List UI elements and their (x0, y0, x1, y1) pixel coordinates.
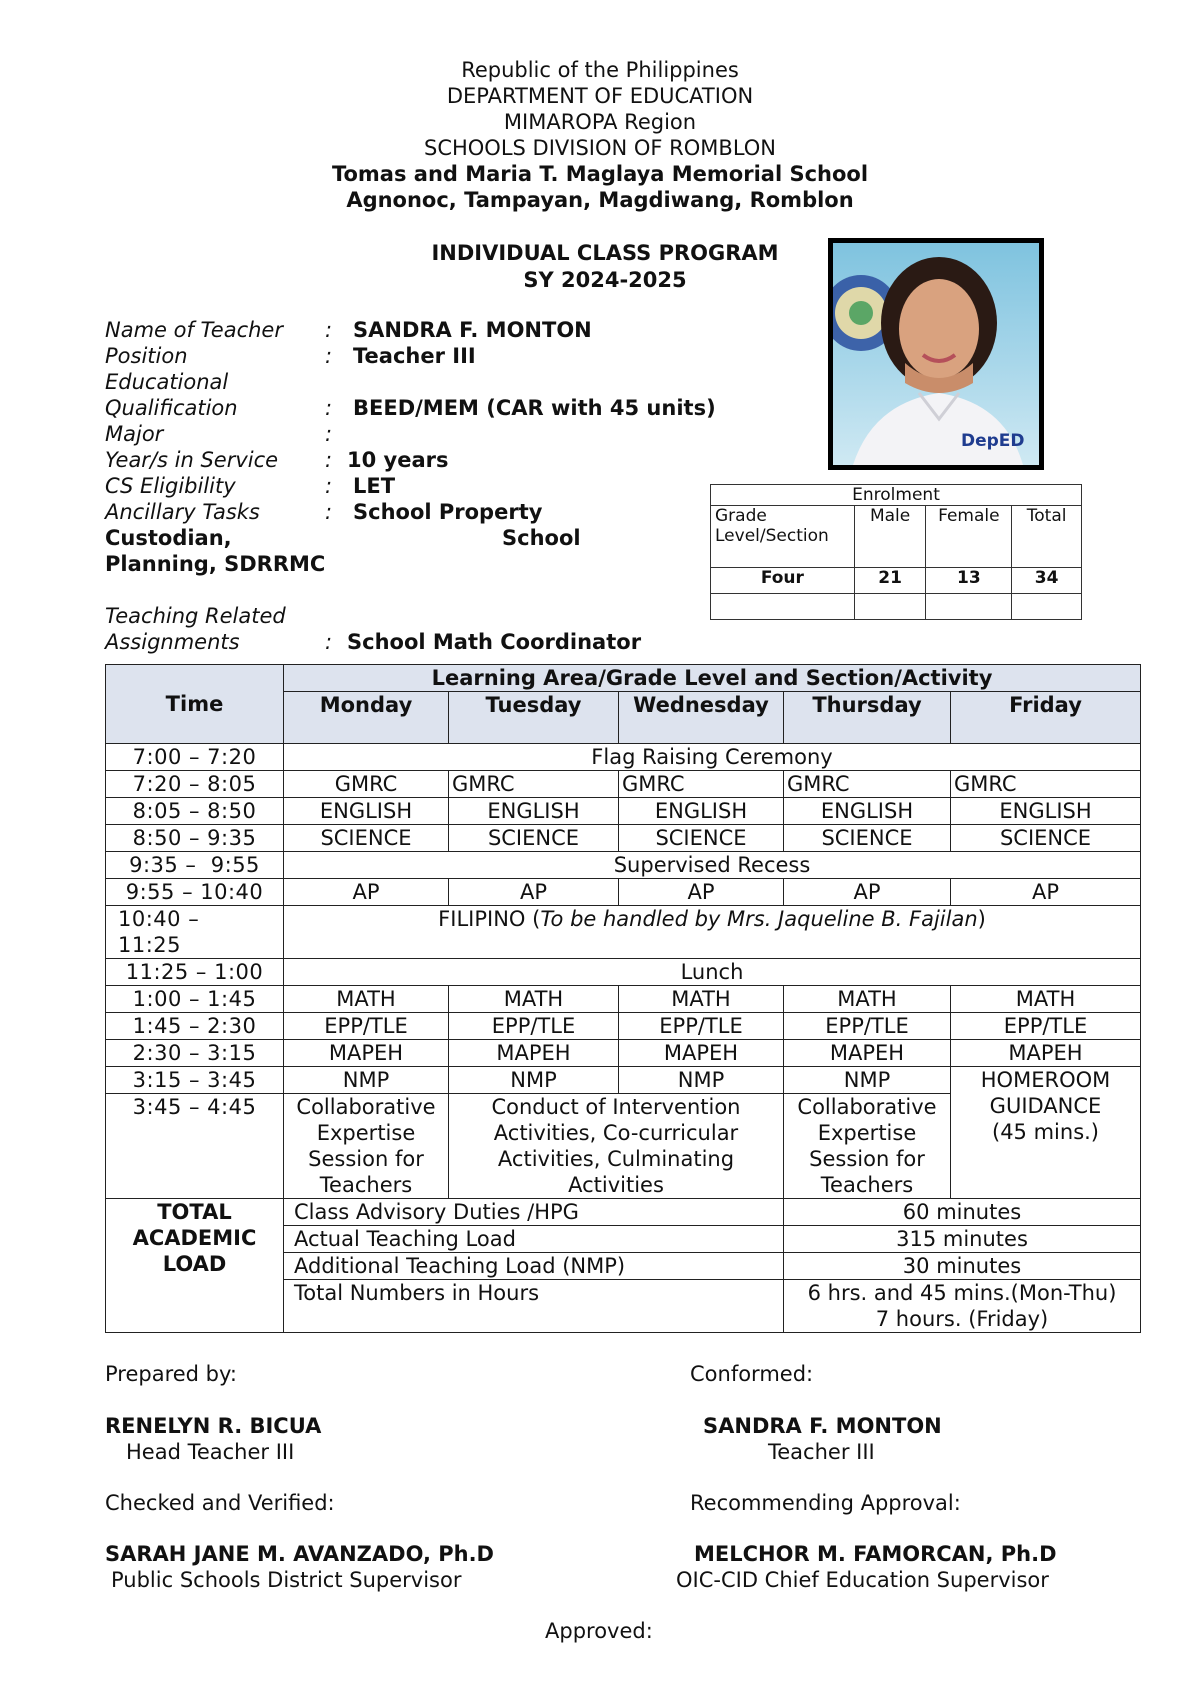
day-header-tuesday: Tuesday (449, 692, 619, 744)
educ-label-line2: Qualification (105, 396, 238, 420)
subject-cell: EPP/TLE (784, 1013, 951, 1040)
educ-label-line1: Educational (105, 370, 229, 394)
subject-cell: GMRC (619, 771, 784, 798)
enrolment-header-male: Male (854, 506, 926, 568)
monday-activity: Collaborative Expertise Session for Teachers (284, 1094, 449, 1199)
conformed-label: Conformed: (690, 1362, 814, 1386)
checked-title: Public Schools District Supervisor (111, 1568, 462, 1592)
day-header-monday: Monday (284, 692, 449, 744)
subject-cell: NMP (284, 1067, 449, 1094)
hours-value (784, 1280, 1141, 1333)
time-cell: 3:15 – 3:45 (106, 1067, 284, 1094)
teacher-position: Teacher III (353, 344, 476, 368)
time-cell: 8:50 – 9:35 (106, 825, 284, 852)
subject-cell: MAPEH (284, 1040, 449, 1067)
years-in-service: 10 years (347, 448, 449, 472)
years-label: Year/s in Service (105, 448, 279, 472)
subject-cell: MAPEH (619, 1040, 784, 1067)
recommending-name: MELCHOR M. FAMORCAN, Ph.D (694, 1542, 1057, 1566)
filipino-note: To be handled by Mrs. Jaqueline B. Fajilan (540, 907, 978, 931)
enrolment-header-female: Female (926, 506, 1012, 568)
header-division: SCHOOLS DIVISION OF ROMBLON (423, 136, 777, 160)
colon: : (325, 422, 333, 446)
subject-cell: MATH (951, 986, 1141, 1013)
subject-cell: MAPEH (449, 1040, 619, 1067)
subject-cell: ENGLISH (619, 798, 784, 825)
subject-cell: NMP (784, 1067, 951, 1094)
filipino-close: ) (977, 907, 986, 931)
lunch-cell: Lunch (284, 959, 1141, 986)
subject-cell: GMRC (784, 771, 951, 798)
school-address: Agnonoc, Tampayan, Magdiwang, Romblon (346, 188, 854, 212)
time-header: Time (106, 665, 284, 744)
intervention-activity: Conduct of Intervention Activities, Co-curricular Activities, Culminating Activities (449, 1094, 784, 1199)
subject-cell: MATH (284, 986, 449, 1013)
subject-cell: AP (619, 879, 784, 906)
colon: : (325, 630, 333, 654)
cs-label: CS Eligibility (105, 474, 236, 498)
enrolment-header-total: Total (1012, 506, 1082, 568)
flag-ceremony: Flag Raising Ceremony (284, 744, 1141, 771)
learning-area-header: Learning Area/Grade Level and Section/Activity (284, 665, 1141, 692)
enrolment-total: 34 (1012, 568, 1082, 594)
subject-cell: EPP/TLE (284, 1013, 449, 1040)
recommending-title: OIC-CID Chief Education Supervisor (676, 1568, 1049, 1592)
header-region: MIMAROPA Region (503, 110, 697, 134)
load-label: Class Advisory Duties /HPG (284, 1199, 784, 1226)
load-value: 60 minutes (784, 1199, 1141, 1226)
time-cell: 3:45 – 4:45 (106, 1094, 284, 1199)
colon: : (325, 344, 333, 368)
prepared-label: Prepared by: (105, 1362, 237, 1386)
document-title: INDIVIDUAL CLASS PROGRAM (431, 241, 779, 265)
teaching-label-line2: Assignments (105, 630, 240, 654)
teacher-name: SANDRA F. MONTON (353, 318, 592, 342)
name-label: Name of Teacher (105, 318, 283, 342)
time-cell: 9:55 – 10:40 (106, 879, 284, 906)
colon: : (325, 396, 333, 420)
subject-cell: SCIENCE (951, 825, 1141, 852)
load-label: Actual Teaching Load (284, 1226, 784, 1253)
subject-cell: GMRC (284, 771, 449, 798)
subject-cell: MATH (784, 986, 951, 1013)
subject-cell: GMRC (449, 771, 619, 798)
deped-badge: DepED (961, 431, 1025, 451)
recess-cell: Supervised Recess (284, 852, 1141, 879)
subject-cell: SCIENCE (284, 825, 449, 852)
ancillary-line2b: School (502, 526, 581, 550)
school-name: Tomas and Maria T. Maglaya Memorial School (331, 162, 869, 186)
ancillary-label: Ancillary Tasks (105, 500, 260, 524)
recommending-label: Recommending Approval: (690, 1491, 961, 1515)
conformed-title: Teacher III (768, 1440, 875, 1464)
subject-cell: AP (284, 879, 449, 906)
day-header-thursday: Thursday (784, 692, 951, 744)
header-deped: DEPARTMENT OF EDUCATION (446, 84, 754, 108)
colon: : (325, 474, 333, 498)
homeroom-guidance: HOMEROOM GUIDANCE (45 mins.) (951, 1067, 1141, 1199)
subject-cell: ENGLISH (951, 798, 1141, 825)
subject-cell: EPP/TLE (449, 1013, 619, 1040)
subject-cell: MAPEH (951, 1040, 1141, 1067)
time-cell: 2:30 – 3:15 (106, 1040, 284, 1067)
enrolment-grade: Four (711, 568, 855, 594)
subject-cell: AP (951, 879, 1141, 906)
subject-cell: EPP/TLE (951, 1013, 1141, 1040)
subject-cell: AP (784, 879, 951, 906)
subject-cell: ENGLISH (284, 798, 449, 825)
ancillary-line2a: Custodian, (105, 526, 232, 550)
day-header-wednesday: Wednesday (619, 692, 784, 744)
time-cell: 7:00 – 7:20 (106, 744, 284, 771)
header-republic: Republic of the Philippines (461, 58, 739, 82)
subject-cell: NMP (619, 1067, 784, 1094)
load-value: 30 minutes (784, 1253, 1141, 1280)
time-cell: 1:00 – 1:45 (106, 986, 284, 1013)
enrolment-table (710, 484, 1082, 620)
subject-cell: NMP (449, 1067, 619, 1094)
prepared-title: Head Teacher III (126, 1440, 295, 1464)
school-year: SY 2024-2025 (523, 268, 687, 292)
position-label: Position (105, 344, 188, 368)
enrolment-female: 13 (926, 568, 1012, 594)
class-schedule-table (105, 664, 1141, 1333)
colon: : (325, 318, 333, 342)
subject-cell: SCIENCE (619, 825, 784, 852)
subject-cell: ENGLISH (449, 798, 619, 825)
hours-mon-thu: 6 hrs. and 45 mins.(Mon-Thu) (807, 1281, 1117, 1305)
enrolment-male: 21 (854, 568, 926, 594)
subject-cell: GMRC (951, 771, 1141, 798)
teaching-assignment: School Math Coordinator (347, 630, 642, 654)
load-value: 315 minutes (784, 1226, 1141, 1253)
subject-cell: EPP/TLE (619, 1013, 784, 1040)
checked-name: SARAH JANE M. AVANZADO, Ph.D (105, 1542, 494, 1566)
filipino-subject: FILIPINO ( (438, 907, 541, 931)
colon: : (325, 500, 333, 524)
enrolment-title: Enrolment (711, 485, 1082, 506)
subject-cell: SCIENCE (449, 825, 619, 852)
subject-cell: MATH (449, 986, 619, 1013)
cs-eligibility: LET (353, 474, 396, 498)
time-cell: 10:40 – 11:25 (106, 906, 284, 959)
teacher-education: BEED/MEM (CAR with 45 units) (353, 396, 716, 420)
ancillary-line3: Planning, SDRRMC (105, 552, 326, 576)
subject-cell: MATH (619, 986, 784, 1013)
subject-cell: AP (449, 879, 619, 906)
teaching-label-line1: Teaching Related (105, 604, 286, 628)
major-label: Major (105, 422, 164, 446)
load-label: Additional Teaching Load (NMP) (284, 1253, 784, 1280)
prepared-name: RENELYN R. BICUA (105, 1414, 322, 1438)
thursday-activity: Collaborative Expertise Session for Teachers (784, 1094, 951, 1199)
ancillary-line1: School Property (353, 500, 543, 524)
time-cell: 9:35 – 9:55 (106, 852, 284, 879)
approved-label: Approved: (545, 1619, 653, 1643)
hours-friday: 7 hours. (Friday) (875, 1307, 1049, 1331)
enrolment-header-grade: Grade Level/Section (711, 506, 855, 568)
total-academic-load-label: TOTAL ACADEMIC LOAD (106, 1199, 284, 1333)
subject-cell: MAPEH (784, 1040, 951, 1067)
colon: : (325, 448, 333, 472)
time-cell: 8:05 – 8:50 (106, 798, 284, 825)
checked-label: Checked and Verified: (105, 1491, 335, 1515)
teacher-photo (828, 238, 1044, 470)
subject-cell: SCIENCE (784, 825, 951, 852)
subject-cell: ENGLISH (784, 798, 951, 825)
time-cell: 7:20 – 8:05 (106, 771, 284, 798)
time-cell: 1:45 – 2:30 (106, 1013, 284, 1040)
hours-label: Total Numbers in Hours (284, 1280, 784, 1333)
conformed-name: SANDRA F. MONTON (703, 1414, 942, 1438)
day-header-friday: Friday (951, 692, 1141, 744)
filipino-cell (284, 906, 1141, 959)
time-cell: 11:25 – 1:00 (106, 959, 284, 986)
